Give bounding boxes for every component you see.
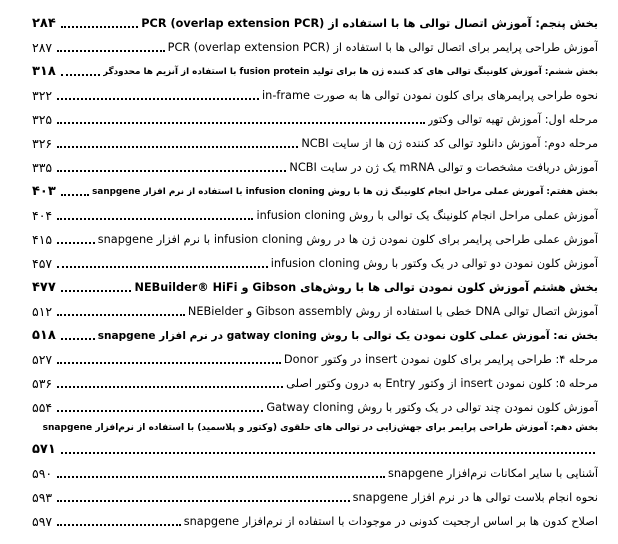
toc-title: بخش دهم: آموزش طراحی پرایمر برای جهش‌زایی در توالی های حلقوی (وکتور و پلاسمید) با استفاده از نرم‌افزار snapgene: [42, 423, 598, 433]
toc-entry: [32, 420, 598, 458]
toc-dot-leader: [57, 146, 298, 148]
toc-dot-leader: [57, 410, 263, 412]
toc-title: آموزش کلون نمودن دو توالی در یک وکتور با روش infusion cloning: [270, 257, 598, 270]
toc-title: آموزش اتصال توالی DNA خطی با استفاده از روش Gibson assembly و NEBielder: [187, 305, 598, 318]
toc-page-number: ۵۲۷: [32, 352, 53, 367]
toc-page-number: ۳۲۵: [32, 112, 53, 127]
toc-entry: [32, 348, 598, 368]
toc-title: آشنایی با سایر امکانات نرم‌افزار snapgene: [387, 467, 598, 480]
toc-title: آموزش دریافت مشخصات و توالی mRNA یک ژن در سایت NCBI: [289, 161, 598, 174]
toc-entry: [32, 204, 598, 224]
toc-entry: [32, 396, 598, 416]
toc-page-number: ۵۹۳: [32, 490, 53, 505]
toc-entry: [32, 36, 598, 56]
toc-dot-leader: [57, 218, 253, 220]
toc-page-number: ۵۱۸: [32, 328, 56, 343]
toc-page-number: ۵۳۶: [32, 376, 53, 391]
toc-title: آموزش کلون نمودن چند توالی در یک وکتور با روش Gatway cloning: [266, 401, 598, 414]
toc-dot-leader: [57, 266, 268, 268]
toc-page-number: ۵۹۰: [32, 466, 53, 481]
toc-page-number: ۳۱۸: [32, 64, 56, 79]
toc-page-number: ۵۱۲: [32, 304, 53, 319]
toc-dot-leader: [57, 524, 181, 526]
toc-page-number: ۴۱۵: [32, 232, 53, 247]
toc-title: آموزش عملی طراحی پرایمر برای کلون نمودن ژن ها در روش infusion cloning با نرم افزار snapgene: [97, 233, 598, 246]
toc-page-number: ۴۰۳: [32, 184, 56, 199]
toc-dot-leader: [61, 452, 595, 454]
toc-dot-leader: [57, 50, 165, 52]
toc-entry: [32, 84, 598, 104]
toc-title: بخش ششم: آموزش کلونینگ توالی های کد کننده ژن ها برای تولید fusion protein با استفاده از آنزیم ها محدودگر: [103, 67, 598, 77]
toc-title: مرحله اول: آموزش تهیه توالی وکتور: [427, 113, 598, 126]
toc-dot-leader: [61, 26, 138, 28]
toc-page-number: ۵۹۷: [32, 514, 53, 529]
toc-title: آموزش عملی مراحل انجام کلونینگ یک توالی با روش infusion cloning: [256, 209, 598, 222]
toc-dot-leader: [57, 98, 259, 100]
toc-page-number: ۴۰۴: [32, 208, 53, 223]
toc-entry: [32, 252, 598, 272]
toc-page-number: ۳۲۶: [32, 136, 53, 151]
toc-dot-leader: [57, 242, 95, 244]
toc-page-number: ۴۵۷: [32, 256, 53, 271]
toc-entry: [32, 510, 598, 530]
toc-title: نحوه انجام بلاست توالی ها در نرم افزار snapgene: [352, 491, 598, 504]
toc-title: بخش پنجم: آموزش اتصال توالی ها با استفاده از PCR (overlap extension PCR): [141, 17, 598, 30]
toc-entry: [32, 180, 598, 200]
toc-dot-leader: [57, 500, 349, 502]
toc-dot-leader: [57, 362, 281, 364]
toc-page-number: ۲۸۷: [32, 40, 53, 55]
toc-leader-row: [32, 439, 598, 458]
toc-title: نحوه طراحی پرایمرهای برای کلون نمودن توالی ها به صورت in-frame: [262, 89, 598, 102]
toc-dot-leader: [57, 122, 425, 124]
toc-page-number: ۵۵۴: [32, 400, 53, 415]
toc-entry: [32, 132, 598, 152]
toc-entry: [32, 12, 598, 32]
toc-dot-leader: [61, 290, 132, 292]
toc-page-number: ۳۲۲: [32, 88, 53, 103]
toc-title: بخش هفتم: آموزش عملی مراحل انجام کلونینگ ژن ها با روش infusion cloning با استفاده از نرم افزار sanpgene: [92, 187, 598, 197]
toc-entry: [32, 156, 598, 176]
toc-entry: [32, 60, 598, 80]
toc-title: مرحله ۵: کلون نمودن insert از وکتور Entry به درون وکتور اصلی: [286, 377, 598, 390]
toc-title: مرحله ۴: طراحی پرایمر برای کلون نمودن insert در وکتور Donor: [283, 353, 598, 366]
toc-dot-leader: [57, 314, 185, 316]
toc-title: بخش نه: آموزش عملی کلون نمودن یک توالی با روش gatway cloning در نرم افزار snapgene: [97, 330, 598, 342]
toc-title: اصلاح کدون ها بر اساس ارجحیت کدونی در موجودات با استفاده از نرم‌افزار snapgene: [183, 515, 598, 528]
toc-entry: [32, 486, 598, 506]
toc-page-number: ۳۳۵: [32, 160, 53, 175]
toc-entry: [32, 300, 598, 320]
toc-title: آموزش طراحی پرایمر برای اتصال توالی ها با استفاده از PCR (overlap extension PCR): [167, 41, 598, 54]
toc-entry: [32, 372, 598, 392]
toc-dot-leader: [57, 170, 286, 172]
toc-page-number: ۴۷۷: [32, 280, 56, 295]
toc-entry: [32, 462, 598, 482]
toc-title-row: [32, 420, 598, 439]
toc-entry: [32, 276, 598, 296]
toc-dot-leader: [61, 74, 100, 76]
toc-page-number: ۲۸۴: [32, 16, 56, 31]
toc-dot-leader: [57, 476, 385, 478]
toc-dot-leader: [61, 338, 95, 340]
toc-title: مرحله دوم: آموزش دانلود توالی کد کننده ژن ها از سایت NCBI: [301, 137, 598, 150]
toc-entry: [32, 108, 598, 128]
toc-dot-leader: [57, 386, 283, 388]
toc-entry: [32, 228, 598, 248]
toc-dot-leader: [61, 194, 89, 196]
toc-page-number: ۵۷۱: [32, 442, 56, 457]
toc-title: بخش هشتم آموزش کلون نمودن توالی ها با روش‌های Gibson و NEBuilder® HiFi: [134, 281, 598, 294]
toc-entry: [32, 324, 598, 344]
